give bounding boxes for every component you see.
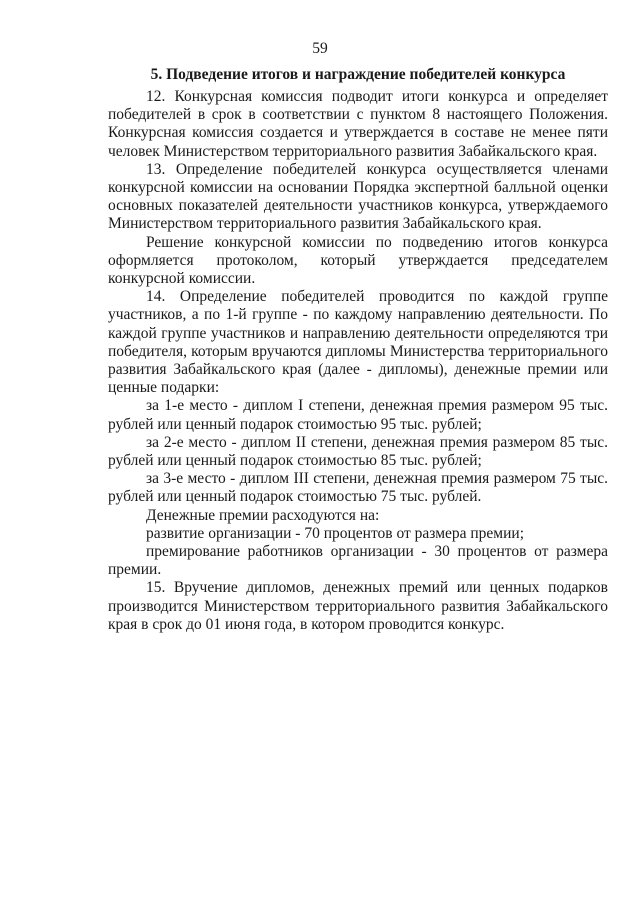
paragraph-13: 13. Определение победителей конкурса осуществляется членами конкурсной комиссии на основании Порядка экспертной балльной оценки основных показателей деятельности участников конкурса, утверждаемого Министерством территориального развития Забайкальского края. (108, 160, 608, 233)
award-first-place: за 1-е место - диплом I степени, денежная премия размером 95 тыс. рублей или ценный подарок стоимостью 95 тыс. рублей; (108, 397, 608, 433)
section-body (108, 88, 608, 634)
paragraph-15: 15. Вручение дипломов, денежных премий или ценных подарков производится Министерством территориального развития Забайкальского края в срок до 01 июня года, в котором проводится конкурс. (108, 579, 608, 633)
page-number: 59 (312, 40, 328, 57)
prize-usage-bonuses: премирование работников организации - 30 процентов от размера премии. (108, 543, 608, 579)
paragraph-decision: Решение конкурсной комиссии по подведению итогов конкурса оформляется протоколом, который утверждается председателем конкурсной комиссии. (108, 233, 608, 288)
paragraph-14: 14. Определение победителей проводится по каждой группе участников, а по 1-й группе - по каждому направлению деятельности. По каждой группе участников и направлению деятельности определяются три победителя, которым вручаются дипломы Министерства территориального развития Забайкальского края (далее - дипломы), денежные премии или ценные подарки: (108, 288, 608, 397)
paragraph-12: 12. Конкурсная комиссия подводит итоги конкурса и определяет победителей в срок в соответствии с пунктом 8 настоящего Положения. Конкурсная комиссия создается и утверждается в составе не менее пяти человек Министерством территориального развития Забайкальского края. (108, 88, 608, 160)
section-heading: 5. Подведение итогов и награждение победителей конкурса (150, 66, 566, 83)
prize-usage-development: развитие организации - 70 процентов от размера премии; (146, 524, 525, 542)
prize-usage-intro: Денежные премии расходуются на: (146, 506, 380, 524)
award-second-place: за 2-е место - диплом II степени, денежная премия размером 85 тыс. рублей или ценный подарок стоимостью 85 тыс. рублей; (108, 433, 608, 470)
award-third-place: за 3-е место - диплом III степени, денежная премия размером 75 тыс. рублей или ценный подарок стоимостью 75 тыс. рублей. (108, 470, 608, 506)
